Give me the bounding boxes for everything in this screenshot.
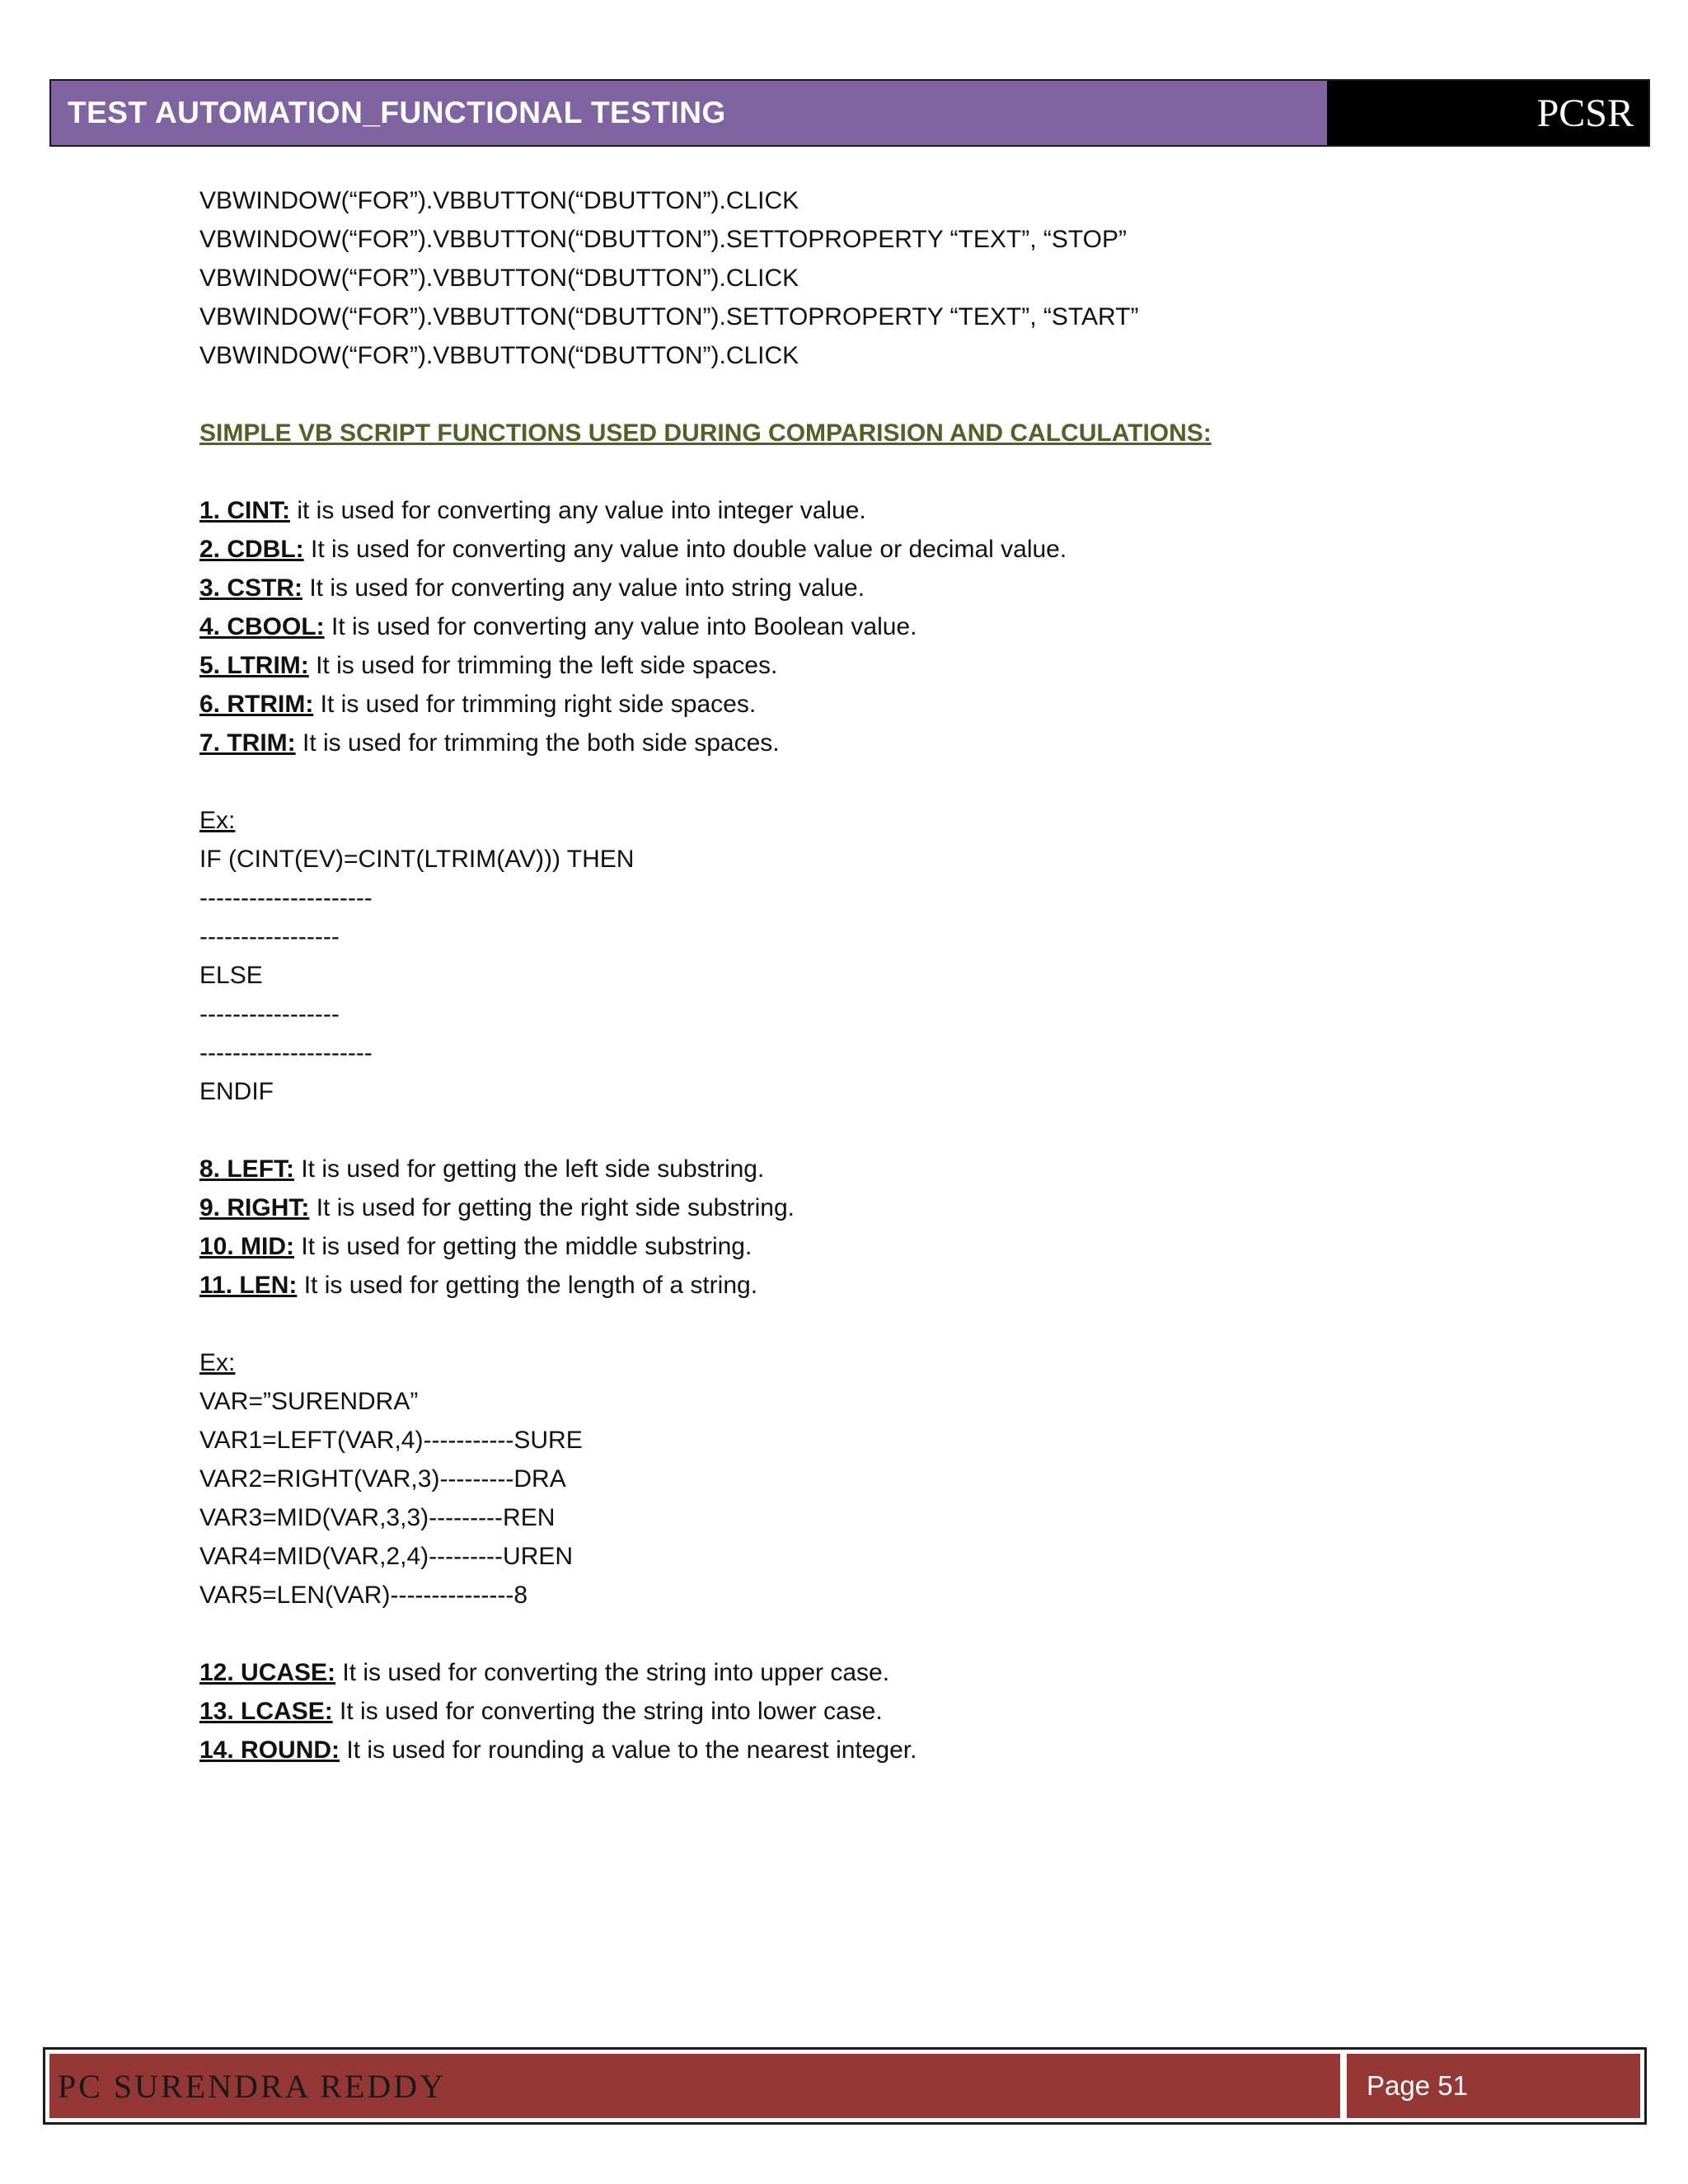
example-label [199,1343,1518,1382]
function-term: 12. UCASE: [199,1659,336,1686]
function-desc: It is used for getting the right side substring. [309,1194,795,1221]
section-title: SIMPLE VB SCRIPT FUNCTIONS USED DURING COMPARISION AND CALCULATIONS: [199,419,1212,447]
example-line: ----------------- [199,923,340,950]
function-desc: It is used for converting any value into string value. [302,574,865,602]
page-footer [43,2047,1647,2125]
example-line: VAR4=MID(VAR,2,4)---------UREN [199,1543,574,1570]
function-term: 10. MID: [199,1233,295,1260]
function-item [199,724,1518,762]
function-item [199,530,1518,569]
function-desc: It is used for converting the string into upper case. [335,1659,890,1686]
function-item [199,1188,1518,1227]
function-desc: It is used for getting the middle substring. [294,1233,753,1260]
example-line: ENDIF [199,1078,274,1105]
function-term: 1. CINT: [199,497,291,524]
function-item [199,685,1518,724]
example-label-text: Ex: [199,1349,236,1376]
example-line: IF (CINT(EV)=CINT(LTRIM(AV))) THEN [199,846,635,873]
function-term: 3. CSTR: [199,574,303,602]
footer-author: PC SURENDRA REDDY [58,2067,447,2105]
example-line: VAR5=LEN(VAR)---------------8 [199,1582,528,1609]
example-label [199,801,1518,840]
example-label-text: Ex: [199,807,236,834]
code-line: VBWINDOW(“FOR”).VBBUTTON(“DBUTTON”).CLICK [199,265,799,292]
header-title: TEST AUTOMATION_FUNCTIONAL TESTING [68,96,726,129]
footer-author-bar [49,2054,1340,2118]
header-brand-bar [1327,81,1648,145]
example-line: VAR1=LEFT(VAR,4)-----------SURE [199,1427,583,1454]
function-term: 9. RIGHT: [199,1194,310,1221]
code-line: VBWINDOW(“FOR”).VBBUTTON(“DBUTTON”).SETTOPROPERTY “TEXT”, “START” [199,303,1139,330]
function-term: 13. LCASE: [199,1698,333,1725]
function-desc: It is used for trimming right side spaces. [313,691,757,718]
function-desc: It is used for getting the length of a string. [297,1272,758,1299]
example-line: --------------------- [199,1039,373,1066]
function-item [199,1692,1518,1731]
header-title-bar [51,81,1327,145]
function-desc: It is used for getting the left side substring. [294,1155,765,1183]
function-item [199,607,1518,646]
function-item [199,646,1518,685]
example-line: VAR2=RIGHT(VAR,3)---------DRA [199,1465,566,1493]
function-term: 2. CDBL: [199,536,304,563]
example-line: ----------------- [199,1001,340,1028]
function-term: 4. CBOOL: [199,613,325,640]
function-item [199,1653,1518,1692]
function-item [199,1266,1518,1305]
function-term: 5. LTRIM: [199,652,309,679]
function-item [199,1227,1518,1266]
function-item [199,569,1518,607]
example-line: ELSE [199,962,263,989]
page-content [199,181,1518,1769]
function-term: 11. LEN: [199,1272,298,1299]
example-line: --------------------- [199,884,373,912]
function-desc: It is used for converting the string into lower case. [332,1698,883,1725]
header-brand: PCSR [1536,91,1634,135]
function-term: 14. ROUND: [199,1736,340,1764]
function-item [199,491,1518,530]
code-line: VBWINDOW(“FOR”).VBBUTTON(“DBUTTON”).CLICK [199,187,799,214]
function-term: 6. RTRIM: [199,691,314,718]
function-desc: It is used for converting any value into double value or decimal value. [303,536,1067,563]
function-desc: It is used for converting any value into Boolean value. [324,613,917,640]
function-desc: It is used for trimming the left side spaces. [308,652,778,679]
function-term: 7. TRIM: [199,729,296,757]
page-header [49,79,1650,147]
code-line: VBWINDOW(“FOR”).VBBUTTON(“DBUTTON”).CLICK [199,342,799,369]
footer-page-bar [1347,2054,1640,2118]
code-line: VBWINDOW(“FOR”).VBBUTTON(“DBUTTON”).SETTOPROPERTY “TEXT”, “STOP” [199,226,1127,253]
function-term: 8. LEFT: [199,1155,295,1183]
function-desc: It is used for rounding a value to the nearest integer. [340,1736,917,1764]
function-desc: It is used for trimming the both side spaces. [295,729,780,757]
footer-divider [1340,2054,1347,2118]
section-heading [199,414,1518,452]
function-item [199,1731,1518,1769]
example-line: VAR=”SURENDRA” [199,1388,419,1415]
function-desc: it is used for converting any value into integer value. [290,497,866,524]
function-item [199,1150,1518,1188]
example-line: VAR3=MID(VAR,3,3)---------REN [199,1504,556,1531]
page-number: Page 51 [1367,2070,1468,2101]
